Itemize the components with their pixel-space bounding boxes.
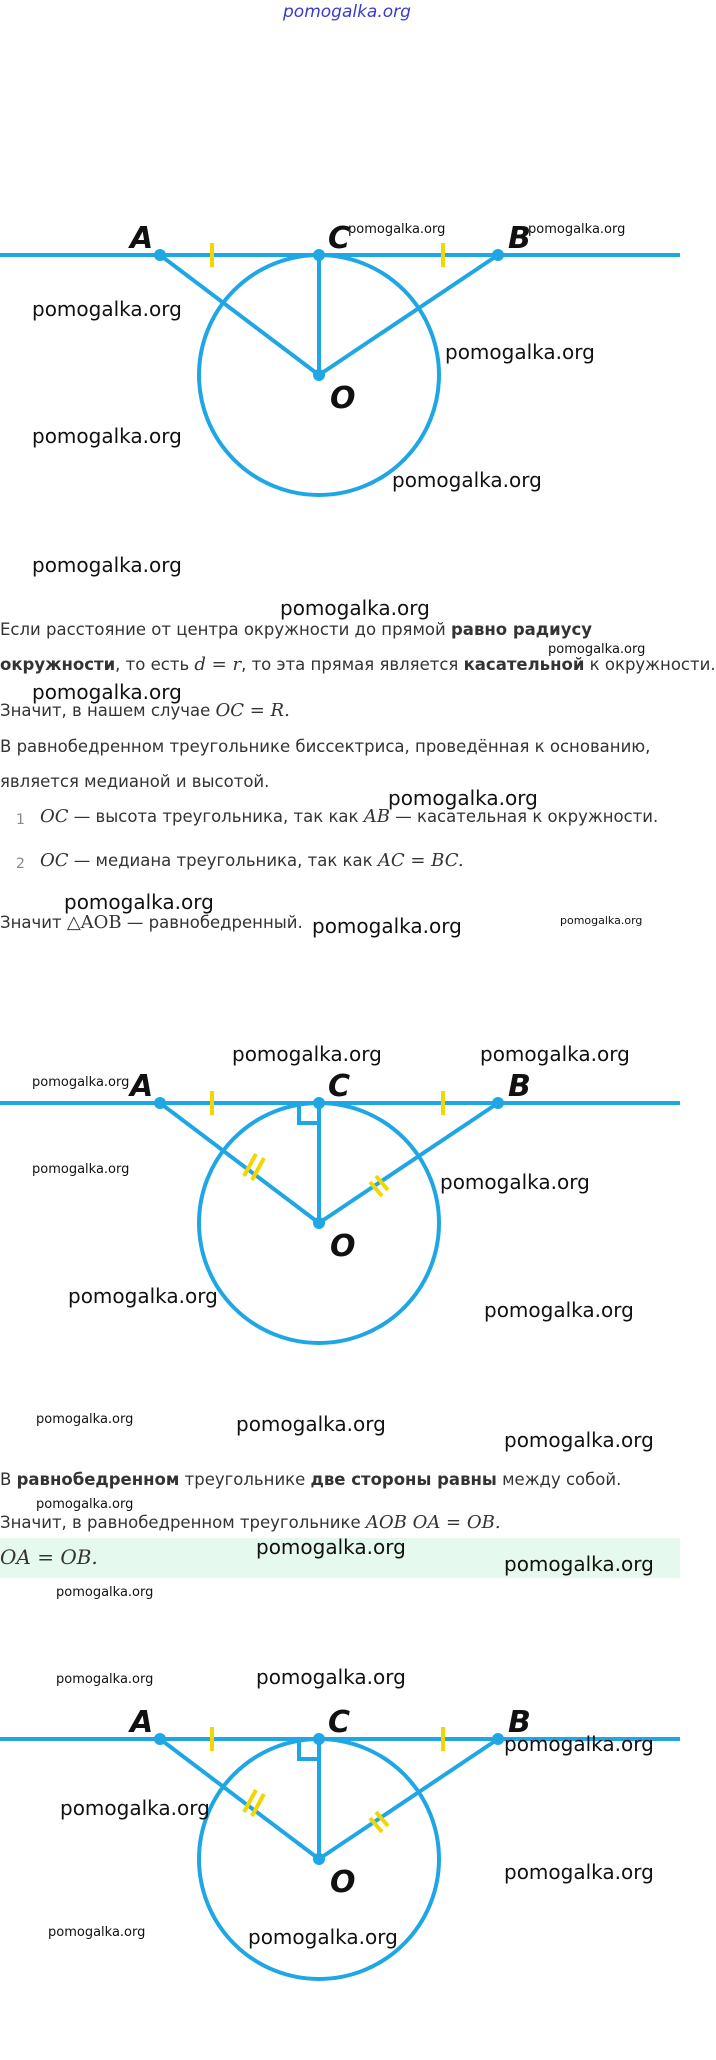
watermark: pomogalka.org [504, 1860, 654, 1884]
watermark: pomogalka.org [484, 1298, 634, 1322]
watermark: pomogalka.org [48, 1925, 146, 1940]
point-c [313, 1097, 325, 1109]
watermark: pomogalka.org [348, 222, 446, 237]
point-c [313, 249, 325, 261]
paragraph-tangent-1: Если расстояние от центра окружности до прямой равно радиусу [0, 620, 592, 639]
watermark: pomogalka.org [64, 890, 214, 914]
point-b [492, 1097, 504, 1109]
segment-ao [160, 255, 319, 375]
label-o: O [330, 381, 356, 416]
label-a: A [130, 1705, 154, 1740]
paragraph-isosceles: Значит △AOB — равнобедренный. [0, 912, 303, 933]
watermark: pomogalka.org [32, 1075, 130, 1090]
watermark: pomogalka.org [36, 1497, 134, 1512]
paragraph-bisector-2: является медианой и высотой. [0, 772, 270, 791]
watermark: pomogalka.org [36, 1412, 134, 1427]
watermark-top: pomogalka.org [283, 2, 411, 22]
paragraph-oa-eq-ob: Значит, в равнобедренном треугольнике AOB OA = OB. [0, 1512, 501, 1533]
watermark: pomogalka.org [60, 1796, 210, 1820]
watermark: pomogalka.org [236, 1412, 386, 1436]
watermark: pomogalka.org [32, 1162, 130, 1177]
point-b [492, 1733, 504, 1745]
point-a [154, 249, 166, 261]
watermark: pomogalka.org [32, 680, 182, 704]
label-a: A [130, 1069, 154, 1104]
watermark: pomogalka.org [232, 1042, 382, 1066]
watermark: pomogalka.org [392, 468, 542, 492]
label-c: C [328, 221, 351, 256]
label-b: B [508, 1705, 531, 1740]
watermark: pomogalka.org [32, 553, 182, 577]
paragraph-oc-eq-r: Значит, в нашем случае OC = R. [0, 700, 290, 721]
watermark: pomogalka.org [312, 914, 462, 938]
label-o: O [330, 1865, 356, 1900]
label-c: C [328, 1069, 351, 1104]
watermark: pomogalka.org [504, 1552, 654, 1576]
paragraph-equal-sides: В равнобедренном треугольнике две стороны равны между собой. [0, 1470, 622, 1489]
watermark: pomogalka.org [504, 1428, 654, 1452]
segment-bo [319, 1103, 498, 1223]
label-b: B [508, 1069, 531, 1104]
watermark: pomogalka.org [32, 297, 182, 321]
point-b [492, 249, 504, 261]
watermark: pomogalka.org [388, 786, 538, 810]
point-o [313, 1853, 325, 1865]
watermark: pomogalka.org [56, 1585, 154, 1600]
list-number-1: 1 [16, 812, 25, 828]
watermark: pomogalka.org [32, 424, 182, 448]
list-item-1: OC — высота треугольника, так как AB — касательная к окружности. [40, 806, 659, 827]
watermark: pomogalka.org [256, 1665, 406, 1689]
point-c [313, 1733, 325, 1745]
paragraph-tangent-2: окружности, то есть d = r, то эта прямая является касательной к окружности. [0, 654, 716, 675]
watermark: pomogalka.org [480, 1042, 630, 1066]
paragraph-bisector-1: В равнобедренном треугольнике биссектриса, проведённая к основанию, [0, 737, 651, 756]
segment-bo [319, 1739, 498, 1859]
watermark: pomogalka.org [504, 1732, 654, 1756]
point-a [154, 1097, 166, 1109]
list-number-2: 2 [16, 856, 25, 872]
list-item-2: OC — медиана треугольника, так как AC = BC. [40, 850, 464, 871]
watermark: pomogalka.org [528, 222, 626, 237]
watermark: pomogalka.org [68, 1284, 218, 1308]
watermark: pomogalka.org [560, 914, 643, 927]
point-o [313, 369, 325, 381]
label-b: B [508, 221, 531, 256]
watermark: pomogalka.org [548, 642, 646, 657]
label-o: O [330, 1229, 356, 1264]
segment-ao [160, 1103, 319, 1223]
watermark: pomogalka.org [256, 1535, 406, 1559]
watermark: pomogalka.org [248, 1925, 398, 1949]
point-o [313, 1217, 325, 1229]
watermark: pomogalka.org [445, 340, 595, 364]
watermark: pomogalka.org [440, 1170, 590, 1194]
watermark: pomogalka.org [56, 1672, 154, 1687]
watermark: pomogalka.org [280, 596, 430, 620]
highlight-result: OA = OB. [0, 1545, 98, 1569]
label-c: C [328, 1705, 351, 1740]
point-a [154, 1733, 166, 1745]
label-a: A [130, 221, 154, 256]
